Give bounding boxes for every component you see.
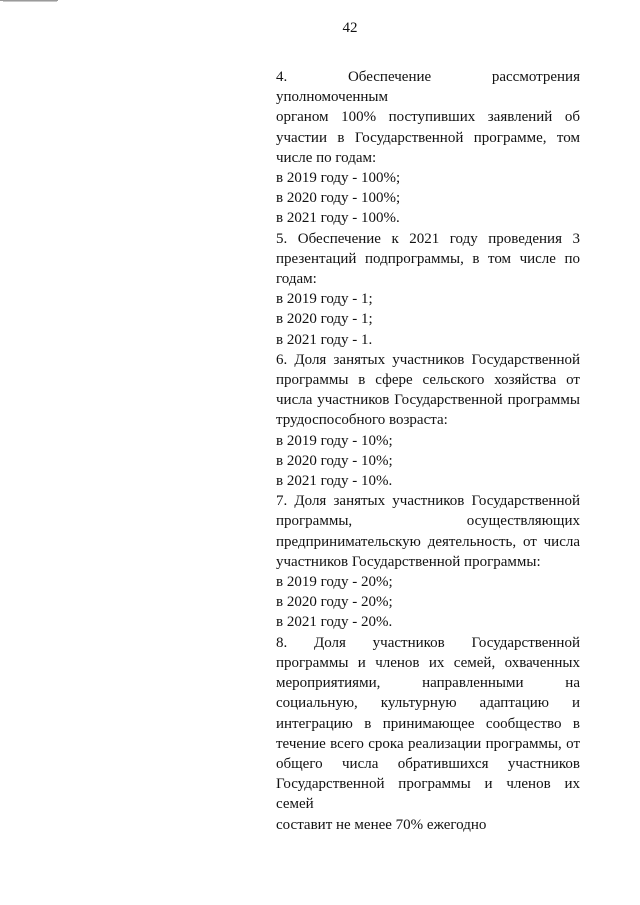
text-line: в 2021 году - 10%. <box>276 473 393 490</box>
text-line: 8. Доля участников Государственной <box>276 634 580 651</box>
text-line: трудоспособного возраста: <box>276 412 448 429</box>
text-line: течение всего срока реализации программы, от <box>276 735 580 752</box>
text-line: 7. Доля занятых участников Государственной <box>276 493 580 510</box>
text-line: числа участников Государственной программы <box>276 392 580 409</box>
text-line: в 2019 году - 20%; <box>276 574 393 591</box>
text-line: интеграцию в принимающее сообщество в <box>276 715 580 732</box>
text-line: в 2019 году - 1; <box>276 291 373 308</box>
text-line: годам: <box>276 271 317 288</box>
text-line: в 2021 году - 100%. <box>276 210 400 227</box>
text-line: презентаций подпрограммы, в том числе по <box>276 250 580 267</box>
text-line: в 2020 году - 20%; <box>276 594 393 611</box>
text-line: 5. Обеспечение к 2021 году проведения 3 <box>276 230 580 247</box>
text-line: в 2019 году - 10%; <box>276 432 393 449</box>
text-line: предпринимательскую деятельность, от числа <box>276 533 580 550</box>
text-line: в 2020 году - 100%; <box>276 190 401 207</box>
text-line: Государственной программы и членов их семей <box>276 776 580 813</box>
text-line: программы, осуществляющих <box>276 513 580 530</box>
text-line: программы в сфере сельского хозяйства от <box>276 372 580 389</box>
scan-edge-mark-inner <box>3 1 57 4</box>
text-line: составит не менее 70% ежегодно <box>276 816 487 833</box>
text-line: социальную, культурную адаптацию и <box>276 695 580 712</box>
text-line: мероприятиями, направленными на <box>276 675 580 692</box>
text-line: в 2020 году - 1; <box>276 311 373 328</box>
text-line: органом 100% поступивших заявлений об <box>276 109 580 126</box>
text-line: в 2021 году - 1. <box>276 331 373 348</box>
page-number: 42 <box>342 20 358 36</box>
text-line: в 2021 году - 20%. <box>276 614 393 631</box>
text-line: программы и членов их семей, охваченных <box>276 654 580 671</box>
text-line: участников Государственной программы: <box>276 553 541 570</box>
text-line: общего числа обратившихся участников <box>276 755 580 772</box>
text-line: числе по годам: <box>276 149 377 166</box>
text-line: 4. Обеспечение рассмотрения уполномоченным <box>276 69 580 106</box>
text-line: 6. Доля занятых участников Государственной <box>276 351 580 368</box>
document-text-column <box>276 67 580 835</box>
text-line: в 2020 году - 10%; <box>276 452 393 469</box>
text-line: участии в Государственной программе, том <box>276 129 580 146</box>
text-line: в 2019 году - 100%; <box>276 170 401 187</box>
